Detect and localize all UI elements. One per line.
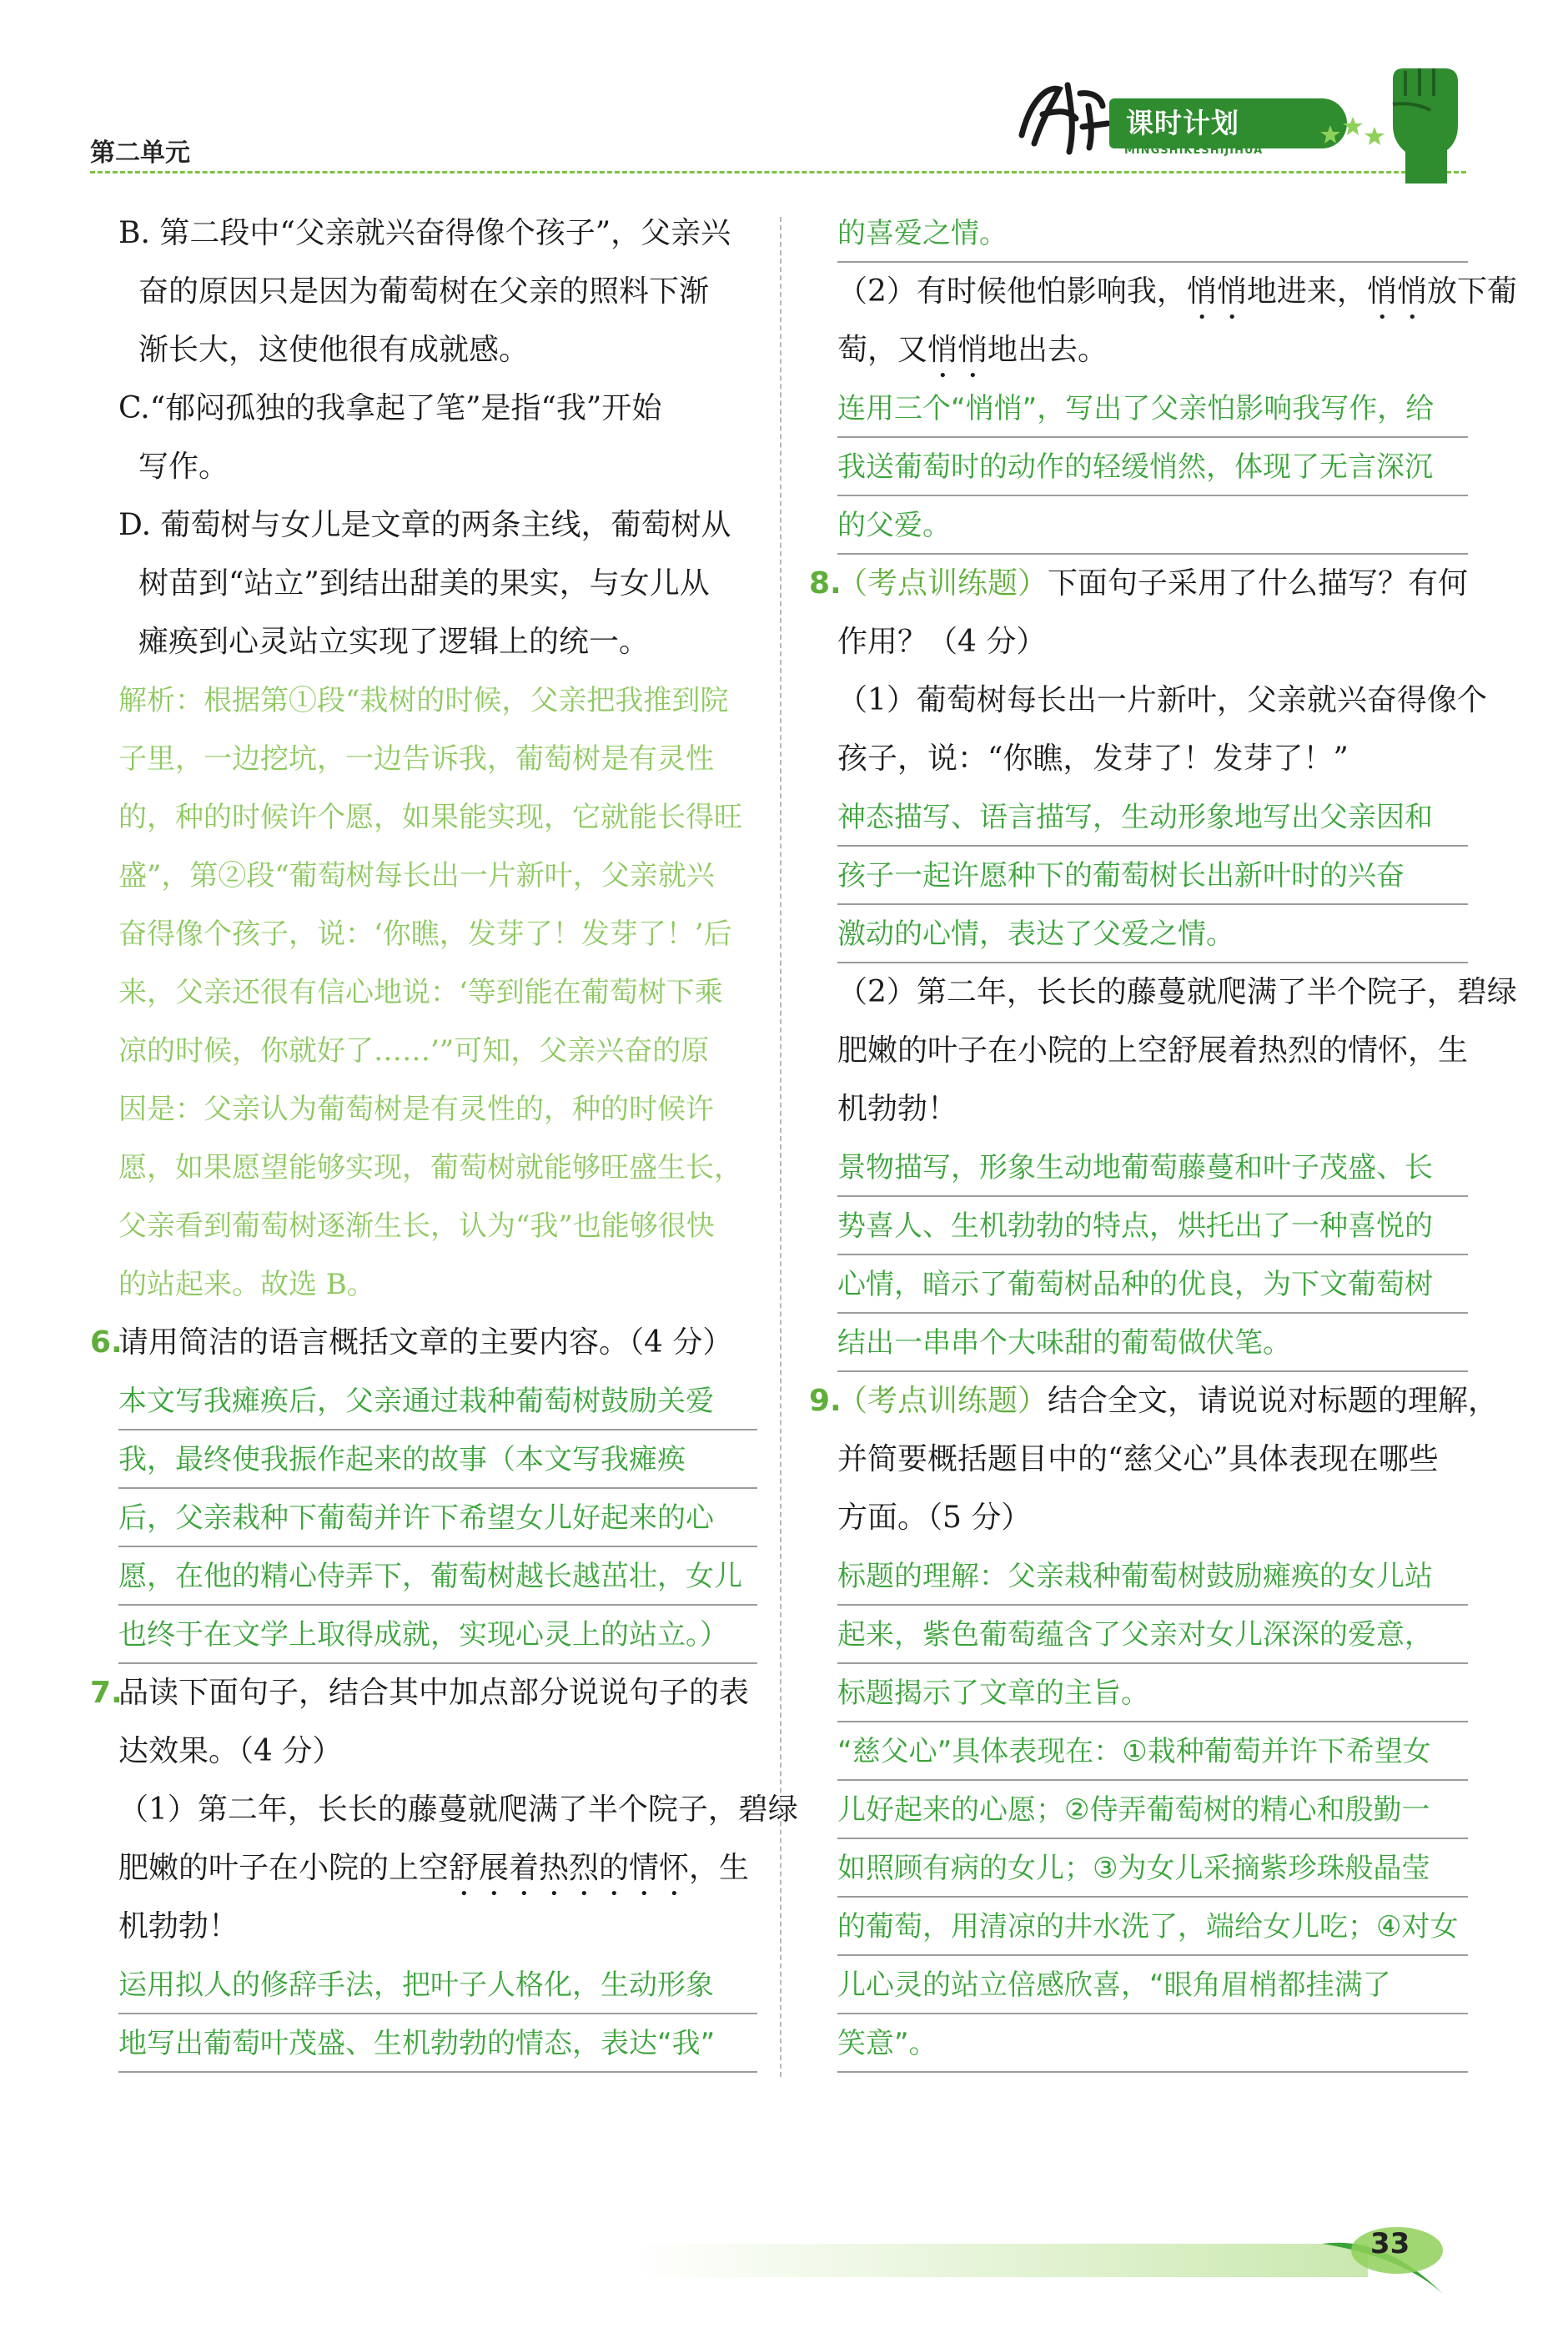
brand-script-logo [1009,68,1118,160]
sentence-line: （2）第二年，长长的藤蔓就爬满了半个院子，碧绿 [837,975,1517,1009]
question-9-prompt [809,1372,1499,1430]
left-column [90,204,798,2073]
question-6 [90,1314,757,1664]
answer-line: 我送葡萄时的动作的轻缓悄然，体现了无言深沉 [837,438,1468,496]
sentence-line: 肥嫩的叶子在小院的上空舒展着热烈的情怀，生 [837,1033,1469,1068]
emphasized-phrase: 悄悄 [1186,274,1247,309]
analysis-line: 愿，如果愿望能够实现，葡萄树就能够旺盛生长， [118,1151,742,1184]
option-d-line: 树苗到“站立”到结出甜美的果实，与女儿从 [138,566,710,601]
answer-line: 标题揭示了文章的主旨。 [837,1664,1468,1722]
sentence-line: 孩子，说：“你瞧，发芽了！发芽了！” [837,742,1349,776]
brand-logo [1009,58,1476,184]
unit-label: 第二单元 [90,138,190,168]
analysis-line: 的站起来。故选 B。 [118,1268,375,1301]
emphasized-phrase: 舒展着热烈的情怀 [449,1851,690,1885]
sentence-text: 萄，又 [837,333,928,367]
option-c-line: C.“郁闷孤独的我拿起了笔”是指“我”开始 [118,391,662,425]
question-number: 6. [90,1325,123,1360]
sentence-text: （2）有时候他怕影响我， [837,274,1187,309]
answer-line: 儿好起来的心愿；②侍弄葡萄树的精心和殷勤一 [837,1781,1468,1839]
analysis-line: 奋得像个孩子，说：‘你瞧，发芽了！发芽了！’后 [118,918,732,951]
question-6-prompt [90,1314,757,1372]
answer-line: 的葡萄，用清凉的井水洗了，端给女儿吃；④对女 [837,1898,1468,1956]
answer-line: 后，父亲栽种下葡萄并许下希望女儿好起来的心 [118,1489,757,1547]
analysis-line: 解析：根据第①段“栽树的时候，父亲把我推到院 [118,684,729,717]
sentence-line: （1）第二年，长长的藤蔓就爬满了半个院子，碧绿 [118,1792,798,1827]
sentence-line [90,1839,757,1898]
question-number: 9. [809,1384,842,1418]
emphasized-phrase: 悄悄 [927,333,988,367]
analysis-line: 凉的时候，你就好了……’”可知，父亲兴奋的原 [118,1034,710,1068]
question-text: 下面句子采用了什么描写？有何 [1048,566,1469,601]
question-9 [809,1372,1499,2073]
analysis [90,671,757,1314]
page-number: 33 [1370,2227,1410,2260]
footer-band [634,2244,1368,2277]
answer-line: “慈父心”具体表现在：①栽种葡萄并许下希望女 [837,1722,1468,1781]
option-b-line: B. 第二段中“父亲就兴奋得像个孩子”，父亲兴 [118,216,731,250]
sentence-line: 机勃勃！ [118,1909,239,1943]
sentence-text: 地进来， [1246,274,1367,309]
sentence-line: （1）葡萄树每长出一片新叶，父亲就兴奋得像个 [837,683,1487,717]
sentence-line: 机勃勃！ [837,1092,958,1126]
answer-line: 地写出葡萄叶茂盛、生机勃勃的情态，表达“我” [118,2014,757,2073]
analysis-line: 子里，一边挖坑，一边告诉我，葡萄树是有灵性 [118,742,714,776]
answer-line: 势喜人、生机勃勃的特点，烘托出了一种喜悦的 [837,1197,1468,1255]
question-text: 并简要概括题目中的“慈父心”具体表现在哪些 [837,1442,1439,1476]
brand-subtitle: MINGSHIKESHIJIHUA [1124,144,1264,157]
answer-line: 如照顾有病的女儿；③为女儿采摘紫珍珠般晶莹 [837,1839,1468,1898]
analysis-line: 父亲看到葡萄树逐渐生长，认为“我”也能够很快 [118,1209,715,1243]
answer-line: 起来，紫色葡萄蕴含了父亲对女儿深深的爱意， [837,1606,1468,1664]
question-8 [809,555,1517,1372]
sentence-text: ，生 [689,1851,750,1885]
sentence-line [809,263,1517,321]
analysis-line: 的，种的时候许个愿，如果能实现，它就能长得旺 [118,801,742,834]
answer-line: 本文写我瘫痪后，父亲通过栽种葡萄树鼓励关爱 [118,1372,757,1430]
raised-fist-icon [1368,58,1476,184]
question-text: 方面。（5 分） [837,1501,1032,1535]
answer-line: 儿心灵的站立倍感欣喜，“眼角眉梢都挂满了 [837,1956,1468,2014]
question-number: 7. [90,1676,123,1710]
question-text: 达效果。（4 分） [118,1734,343,1768]
option-d-line: D. 葡萄树与女儿是文章的两条主线，葡萄树从 [118,508,731,542]
question-text: 作用？（4 分） [837,625,1047,659]
analysis-line: 来，父亲还很有信心地说：‘等到能在葡萄树下乘 [118,976,723,1009]
sentence-text: 地出去。 [988,333,1108,367]
answer-line: 的父爱。 [837,496,1468,555]
answer-line: 也终于在文学上取得成就，实现心灵上的站立。） [118,1606,757,1664]
brand-title: 课时计划 [1126,107,1239,139]
answer-line: 愿，在他的精心侍弄下，葡萄树越长越茁壮，女儿 [118,1547,757,1606]
option-d-line: 瘫痪到心灵站立实现了逻辑上的统一。 [138,625,650,659]
sentence-line [809,321,1468,380]
emphasized-phrase: 悄悄 [1366,274,1427,309]
answer-line: 结出一串串个大味甜的葡萄做伏笔。 [837,1314,1468,1372]
right-column [809,204,1517,2073]
option-d [90,496,757,671]
question-tag: （考点训练题） [837,1384,1048,1418]
answer-line: 心情，暗示了葡萄树品种的优良，为下文葡萄树 [837,1255,1468,1314]
answer-line: 的喜爱之情。 [837,204,1468,263]
question-text: 品读下面句子，结合其中加点部分说说句子的表 [118,1676,750,1710]
answer-line: 我，最终使我振作起来的故事（本文写我瘫痪 [118,1430,757,1489]
sentence-text: 肥嫩的叶子在小院的上空 [118,1851,450,1885]
question-7 [90,1664,798,2073]
question-8-prompt [809,555,1468,613]
option-c [90,380,757,496]
answer-line: 连用三个“悄悄”，写出了父亲怕影响我写作，给 [837,380,1468,438]
answer-line: 孩子一起许愿种下的葡萄树长出新叶时的兴奋 [837,847,1468,905]
answer-line: 笑意”。 [837,2014,1468,2073]
question-text: 请用简洁的语言概括文章的主要内容。（4 分） [118,1325,733,1360]
answer-line: 激动的心情，表达了父爱之情。 [837,905,1468,963]
sentence-text: 放下葡 [1426,274,1517,309]
answer-line: 运用拟人的修辞手法，把叶子人格化，生动形象 [118,1956,757,2014]
question-7-prompt [90,1664,757,1722]
option-b-line: 渐长大，这使他很有成就感。 [138,333,530,367]
option-c-line: 写作。 [138,450,229,484]
answer-line: 景物描写，形象生动地葡萄藤蔓和叶子茂盛、长 [837,1139,1468,1197]
question-text: 结合全文，请说说对标题的理解， [1048,1384,1499,1418]
answer-line: 标题的理解：父亲栽种葡萄树鼓励瘫痪的女儿站 [837,1547,1468,1606]
option-b-line: 奋的原因只是因为葡萄树在父亲的照料下渐 [138,274,710,309]
option-b [90,204,757,380]
analysis-line: 盛”，第②段“葡萄树每长出一片新叶，父亲就兴 [118,859,715,892]
analysis-line: 因是：父亲认为葡萄树是有灵性的，种的时候许 [118,1093,714,1126]
answer-line: 神态描写、语言描写，生动形象地写出父亲因和 [837,788,1468,847]
question-tag: （考点训练题） [837,566,1048,601]
question-number: 8. [809,566,842,601]
